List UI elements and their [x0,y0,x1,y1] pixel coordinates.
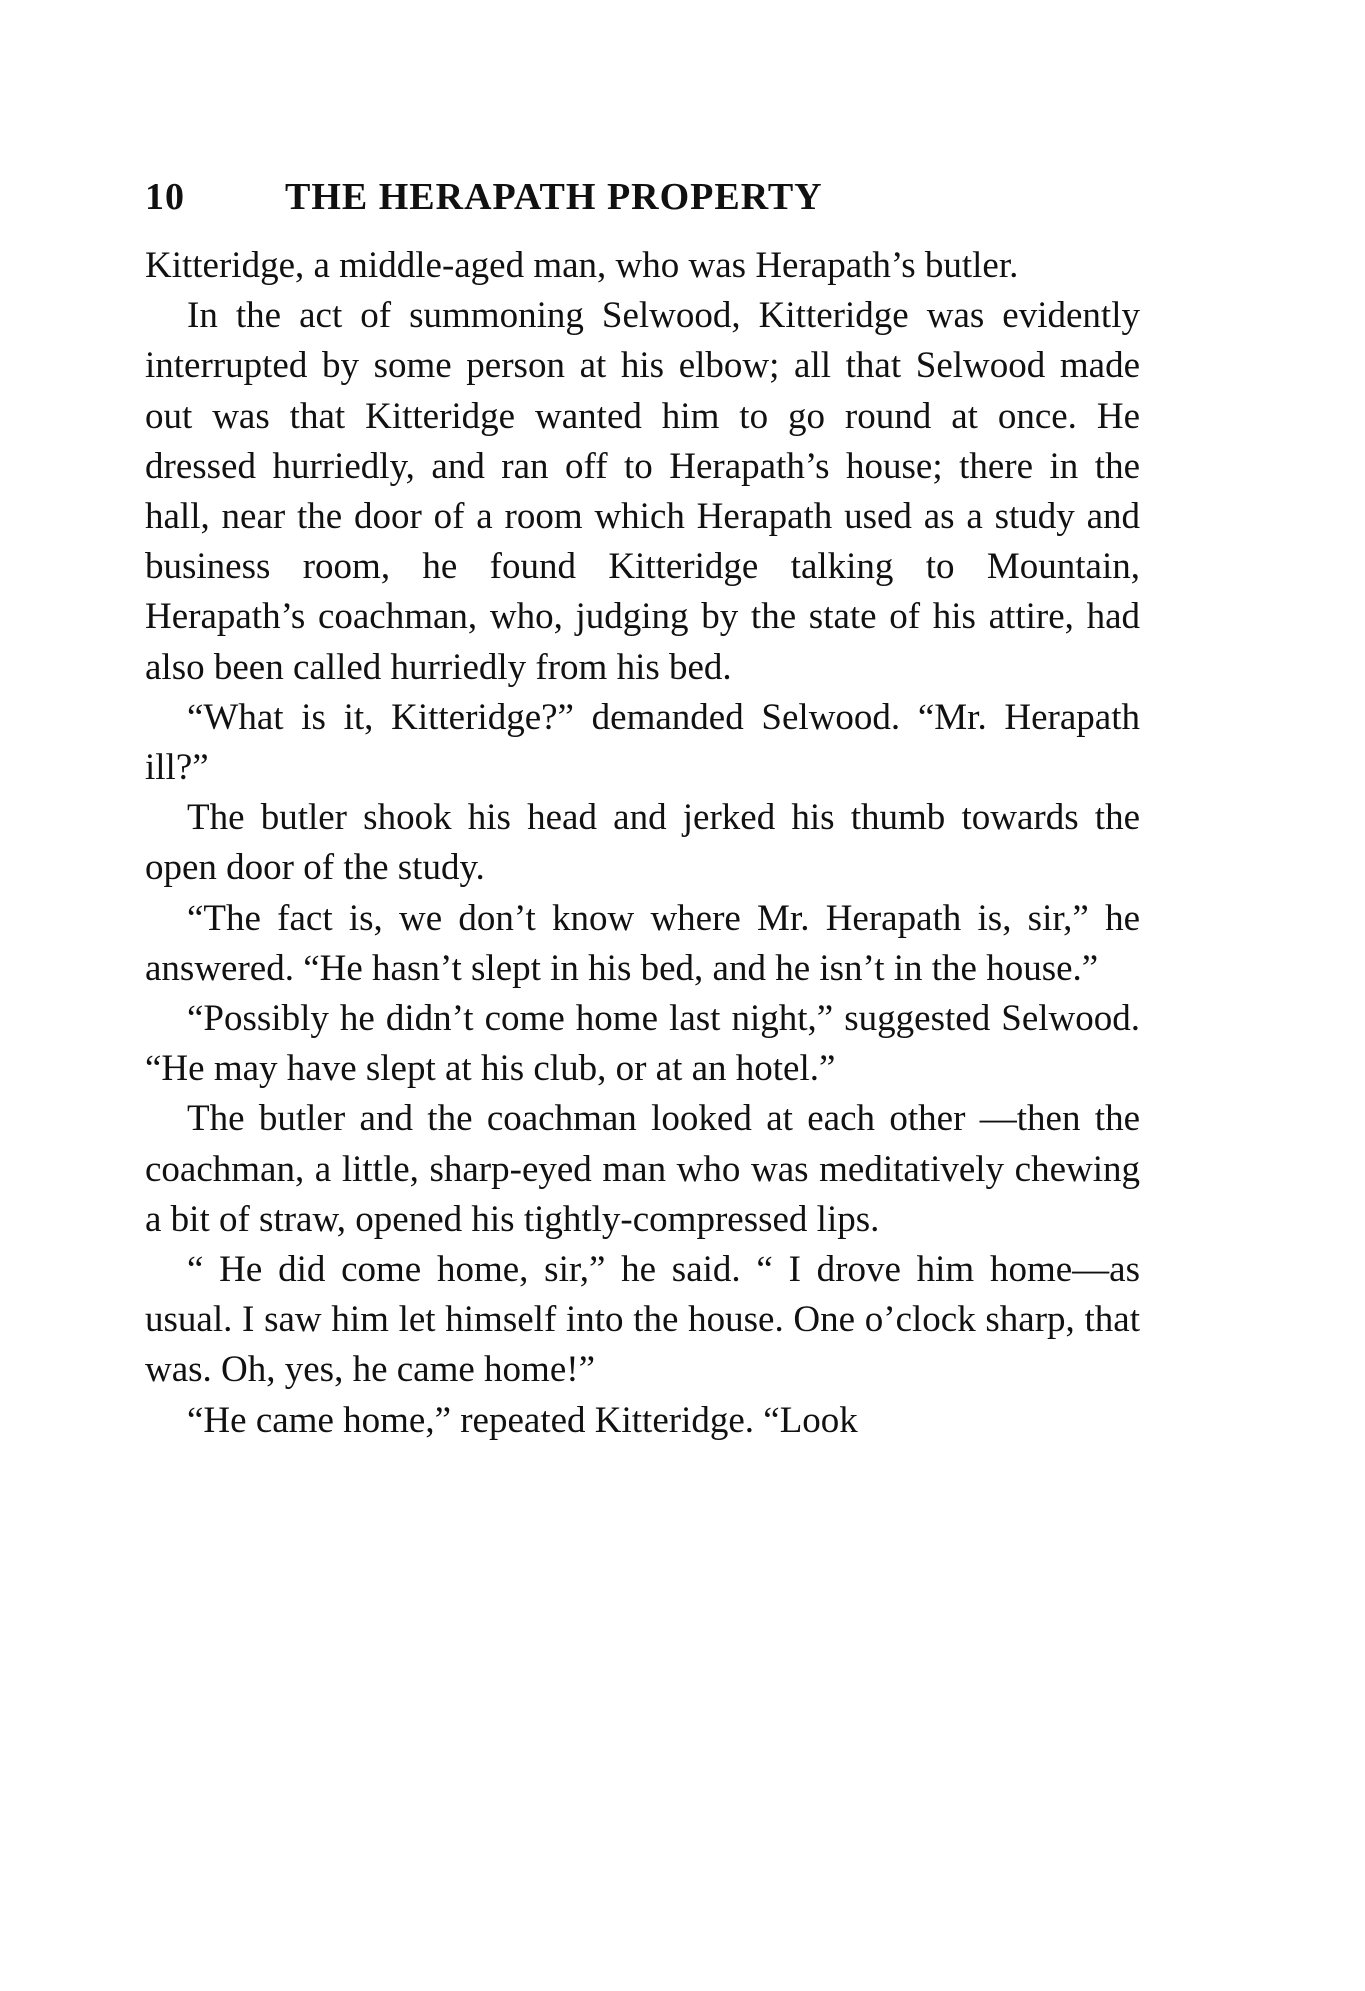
paragraph: The butler shook his head and jerked his thumb towards the open door of the study. [145,797,1140,889]
running-head [145,175,1140,237]
paragraph: “The fact is, we don’t know where Mr. Herapath is, sir,” he answered. “He hasn’t slept in his bed, and he isn’t in the house.” [145,897,1140,989]
paragraph: In the act of summoning Selwood, Kitteridge was evidently interrupted by some person at his elbow; all that Selwood made out was that Kitteridge wanted him to go round at once. He dressed hurriedly, and ran off to Herapath’s house; there in the hall, near the door of a room which Herapath used as a study and business room, he found Kitteridge talking to Mountain, Herapath’s coachman, who, judging by the state of his attire, had also been called hurriedly from his bed. [145,295,1140,688]
book-page [145,175,1140,1446]
paragraph: “He came home,” repeated Kitteridge. “Look [187,1399,858,1441]
paragraph: The butler and the coachman looked at each other —then the coachman, a little, sharp-eyed man who was meditatively chewing a bit of straw, opened his tightly-compressed lips. [145,1098,1140,1240]
page-number: 10 [145,176,185,218]
paragraph: “What is it, Kitteridge?” demanded Selwood. “Mr. Herapath ill?” [145,696,1140,789]
running-title: THE HERAPATH PROPERTY [285,176,823,218]
paragraph: “ He did come home, sir,” he said. “ I drove him home—as usual. I saw him let himself into the house. One o’clock sharp, that was. Oh, yes, he came home!” [145,1249,1140,1391]
paragraph: “Possibly he didn’t come home last night,” suggested Selwood. “He may have slept at his club, or at an hotel.” [145,998,1140,1090]
body-text [145,241,1140,1446]
paragraph: Kitteridge, a middle-aged man, who was Herapath’s butler. [145,245,1019,286]
